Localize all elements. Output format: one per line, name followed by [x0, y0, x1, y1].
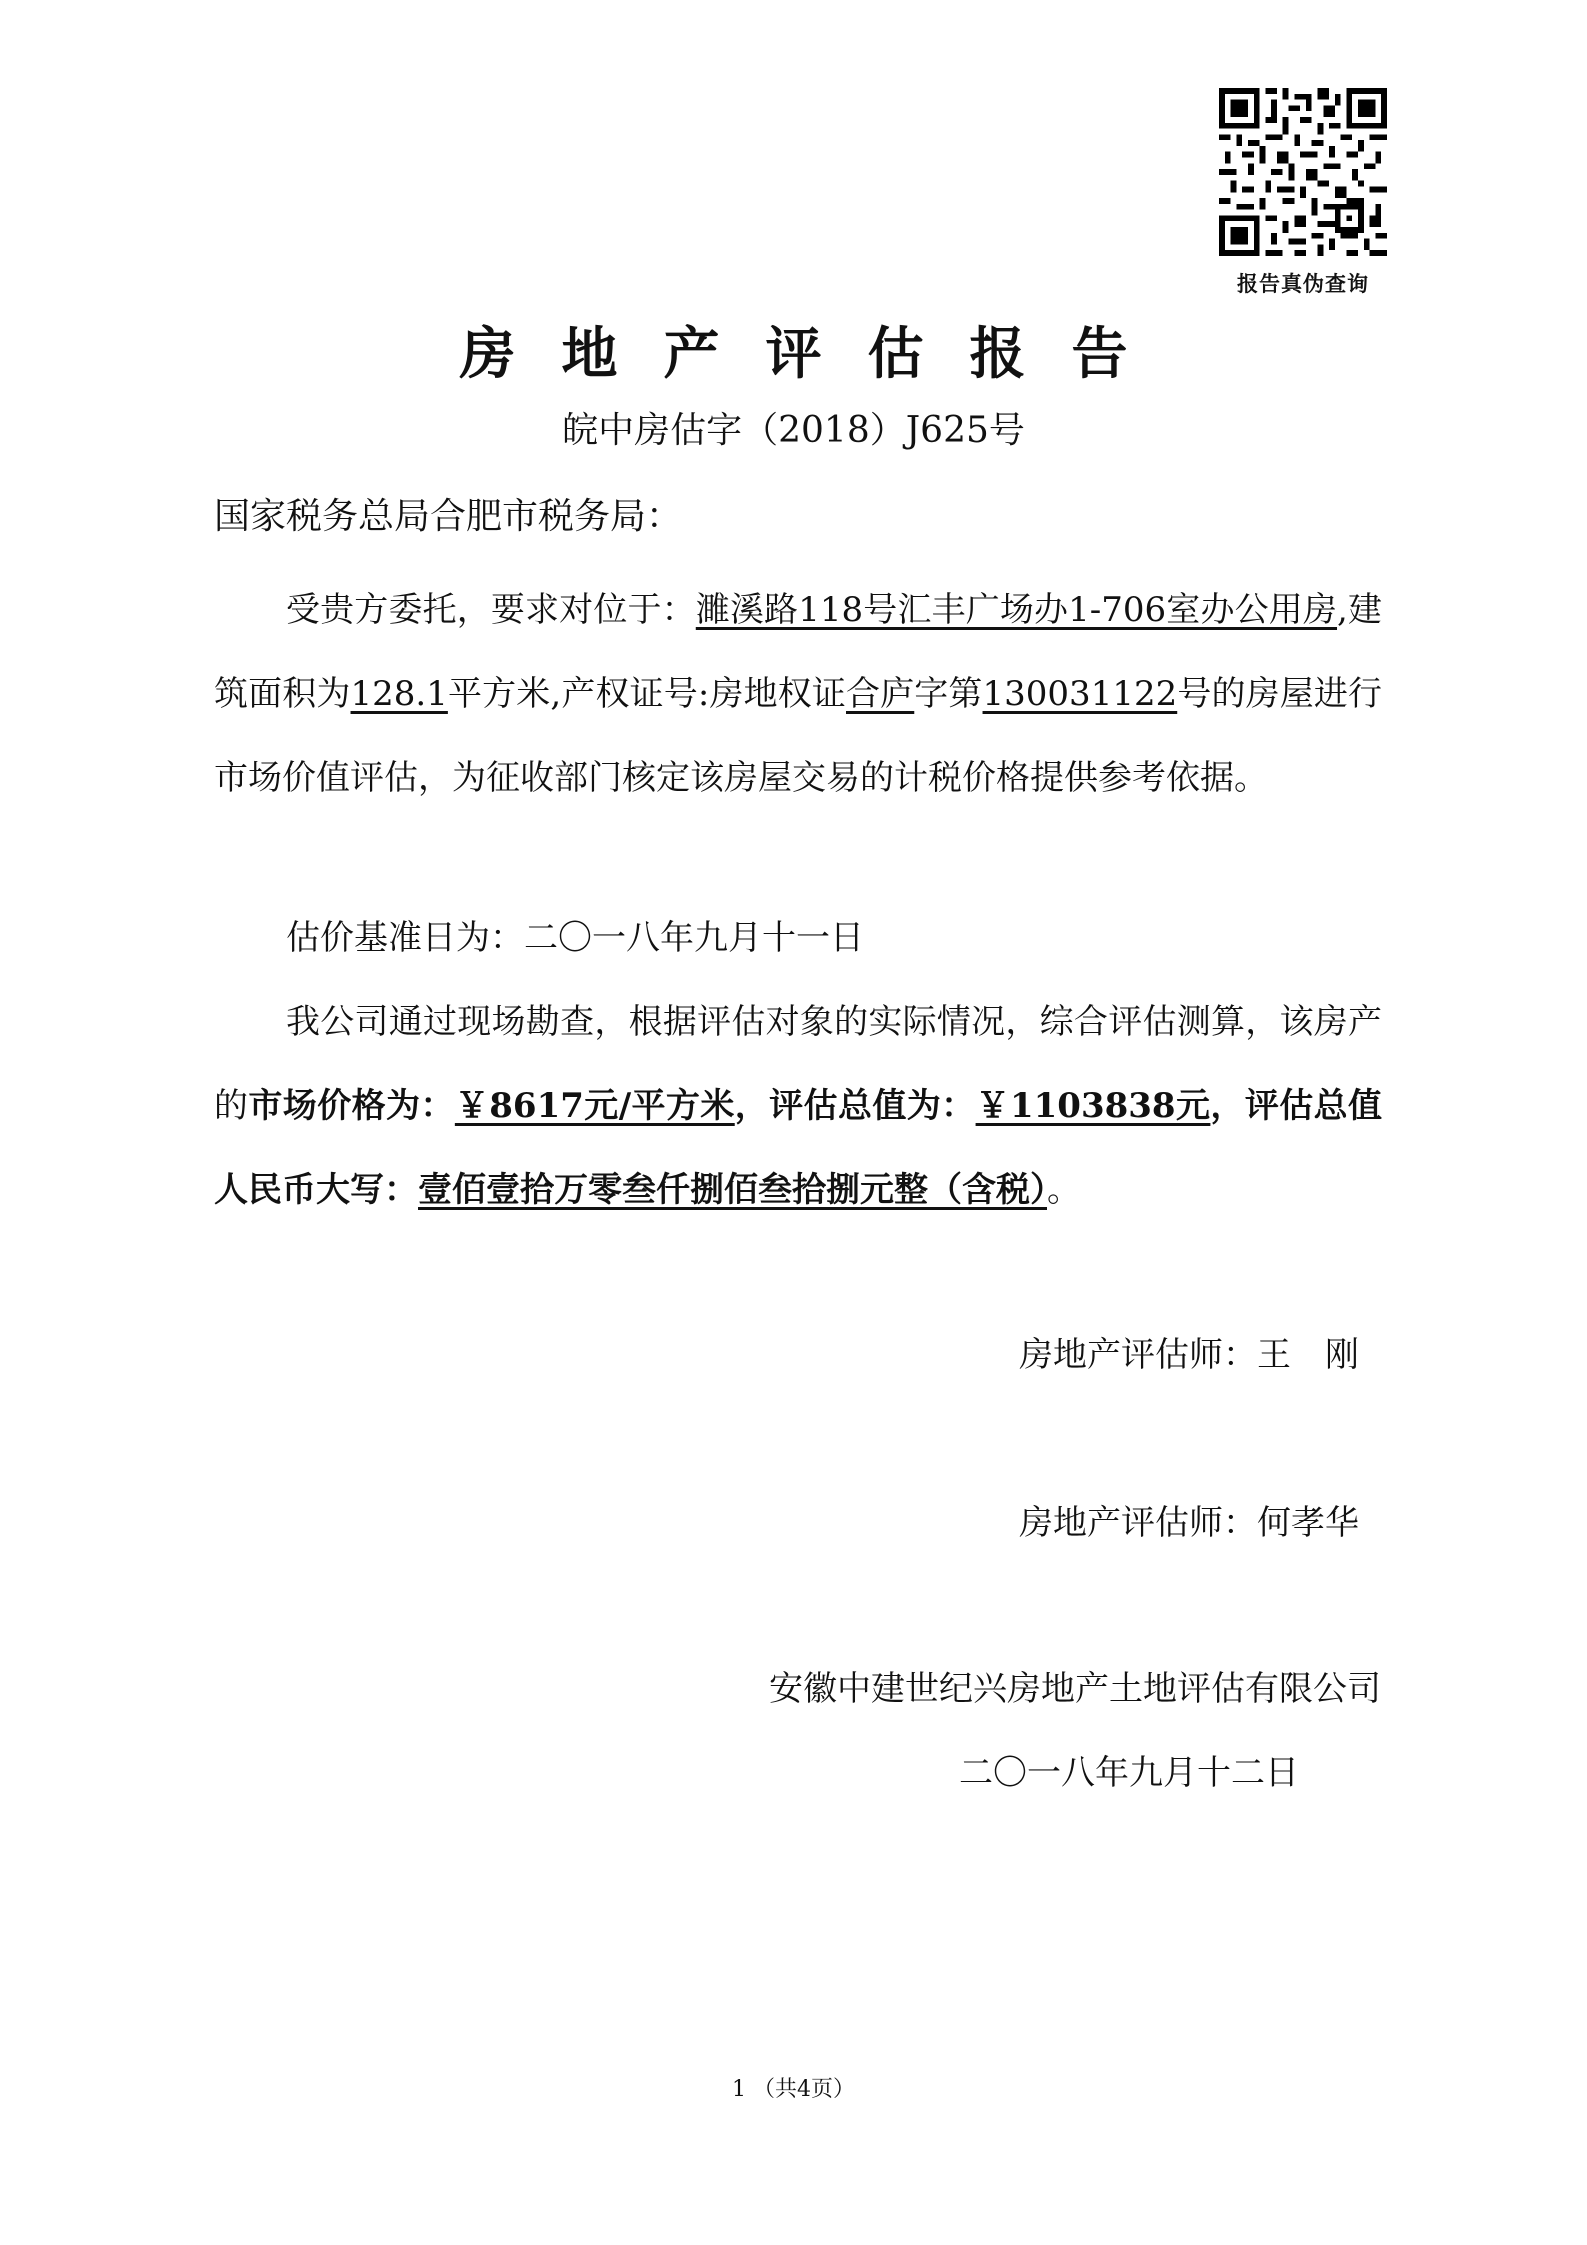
- paragraph-commission: [214, 568, 1382, 820]
- appraiser-signature-1: 房地产评估师：王 刚: [1019, 1335, 1359, 1375]
- area-label: ,建筑面积为: [214, 590, 1382, 714]
- certificate-mid: 字第: [914, 674, 983, 714]
- total-value: ￥1103838元: [975, 1086, 1211, 1126]
- company-name: 安徽中建世纪兴房地产土地评估有限公司: [769, 1669, 1381, 1709]
- certificate-number: 130031122: [982, 674, 1178, 714]
- valuation-date-label: 估价基准日为：: [286, 918, 524, 958]
- paragraph-valuation-date: [214, 896, 1382, 980]
- report-title: 房地产评估报告: [459, 321, 1174, 387]
- total-value-label: ，评估总值为：: [734, 1086, 976, 1126]
- commission-tail: 号的房屋进行市场价值评估，为征收部门核定该房屋交易的计税价格提供参考依据。: [214, 674, 1383, 798]
- property-address: 濉溪路118号汇丰广场办1-706室办公用房: [695, 590, 1338, 630]
- appraiser-signature-2: 房地产评估师：何孝华: [1019, 1503, 1359, 1543]
- certificate-label: 平方米,产权证号:房地权证: [447, 674, 846, 714]
- building-area: 128.1: [350, 674, 448, 714]
- unit-price: ￥8617元/平方米: [454, 1086, 735, 1126]
- valuation-date: 二〇一八年九月十一日: [524, 918, 864, 958]
- unit-price-label: 市场价格为：: [248, 1086, 455, 1126]
- total-value-comma: ，: [1210, 1086, 1245, 1126]
- report-reference-number: 皖中房估字（2018）J625号: [562, 410, 1025, 451]
- rmb-uppercase-label: 评估总值人民币大写：: [214, 1086, 1383, 1210]
- paragraph-valuation-result: [214, 980, 1382, 1232]
- result-end: 。: [1047, 1170, 1081, 1210]
- certificate-district: 合庐: [846, 674, 915, 714]
- qr-code-icon[interactable]: [1219, 88, 1387, 256]
- page-footer: 1 （共4页）: [732, 2077, 855, 2102]
- result-lead: 我公司通过现场勘查，根据评估对象的实际情况，综合评估测算，该房产的: [214, 1002, 1382, 1126]
- qr-verification-block: [1208, 88, 1398, 298]
- qr-caption: 报告真伪查询: [1237, 271, 1369, 296]
- rmb-uppercase-value: 壹佰壹拾万零叁仟捌佰叁拾捌元整（含税）: [418, 1170, 1047, 1210]
- commission-lead: 受贵方委托，要求对位于：: [286, 590, 696, 630]
- recipient-line: 国家税务总局合肥市税务局：: [214, 496, 683, 537]
- issue-date: 二〇一八年九月十二日: [959, 1753, 1299, 1793]
